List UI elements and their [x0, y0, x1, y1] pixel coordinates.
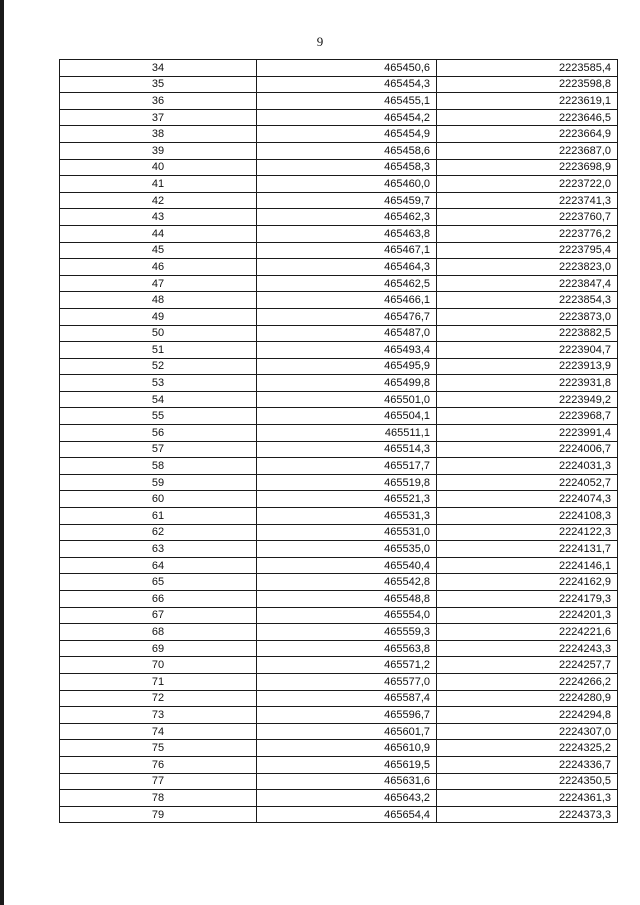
point-number-cell: 35	[60, 76, 257, 93]
point-number-cell: 45	[60, 242, 257, 259]
x-coordinate-cell: 465455,1	[257, 93, 437, 110]
x-coordinate-cell: 465487,0	[257, 325, 437, 342]
point-number-cell: 79	[60, 806, 257, 823]
x-coordinate-cell: 465654,4	[257, 806, 437, 823]
point-number-cell: 48	[60, 292, 257, 309]
x-coordinate-cell: 465462,5	[257, 275, 437, 292]
x-coordinate-cell: 465454,3	[257, 76, 437, 93]
point-number-cell: 75	[60, 740, 257, 757]
y-coordinate-cell: 2223664,9	[437, 126, 618, 143]
y-coordinate-cell: 2223619,1	[437, 93, 618, 110]
x-coordinate-cell: 465454,2	[257, 109, 437, 126]
y-coordinate-cell: 2223873,0	[437, 308, 618, 325]
table-row	[60, 76, 618, 93]
y-coordinate-cell: 2224122,3	[437, 524, 618, 541]
table-row	[60, 325, 618, 342]
y-coordinate-cell: 2223854,3	[437, 292, 618, 309]
point-number-cell: 60	[60, 491, 257, 508]
x-coordinate-cell: 465596,7	[257, 707, 437, 724]
y-coordinate-cell: 2224074,3	[437, 491, 618, 508]
point-number-cell: 52	[60, 358, 257, 375]
x-coordinate-cell: 465450,6	[257, 60, 437, 77]
y-coordinate-cell: 2223968,7	[437, 408, 618, 425]
table-row	[60, 790, 618, 807]
point-number-cell: 40	[60, 159, 257, 176]
table-row	[60, 524, 618, 541]
table-row	[60, 292, 618, 309]
point-number-cell: 42	[60, 192, 257, 209]
y-coordinate-cell: 2223646,5	[437, 109, 618, 126]
point-number-cell: 53	[60, 375, 257, 392]
point-number-cell: 61	[60, 508, 257, 525]
y-coordinate-cell: 2224179,3	[437, 591, 618, 608]
table-row	[60, 308, 618, 325]
point-number-cell: 58	[60, 458, 257, 475]
table-row	[60, 591, 618, 608]
x-coordinate-cell: 465531,0	[257, 524, 437, 541]
y-coordinate-cell: 2223882,5	[437, 325, 618, 342]
y-coordinate-cell: 2223949,2	[437, 391, 618, 408]
table-row	[60, 474, 618, 491]
x-coordinate-cell: 465631,6	[257, 773, 437, 790]
x-coordinate-cell: 465460,0	[257, 176, 437, 193]
x-coordinate-cell: 465542,8	[257, 574, 437, 591]
x-coordinate-cell: 465463,8	[257, 225, 437, 242]
point-number-cell: 67	[60, 607, 257, 624]
y-coordinate-cell: 2224052,7	[437, 474, 618, 491]
y-coordinate-cell: 2224108,3	[437, 508, 618, 525]
point-number-cell: 66	[60, 591, 257, 608]
table-row	[60, 607, 618, 624]
table-row	[60, 707, 618, 724]
x-coordinate-cell: 465517,7	[257, 458, 437, 475]
table-row	[60, 242, 618, 259]
x-coordinate-cell: 465610,9	[257, 740, 437, 757]
point-number-cell: 56	[60, 425, 257, 442]
table-row	[60, 408, 618, 425]
table-row	[60, 391, 618, 408]
table-row	[60, 740, 618, 757]
x-coordinate-cell: 465458,6	[257, 142, 437, 159]
table-row	[60, 358, 618, 375]
point-number-cell: 46	[60, 259, 257, 276]
x-coordinate-cell: 465571,2	[257, 657, 437, 674]
point-number-cell: 34	[60, 60, 257, 77]
table-row	[60, 225, 618, 242]
x-coordinate-cell: 465462,3	[257, 209, 437, 226]
table-row	[60, 275, 618, 292]
table-row	[60, 657, 618, 674]
point-number-cell: 70	[60, 657, 257, 674]
point-number-cell: 74	[60, 723, 257, 740]
table-row	[60, 176, 618, 193]
y-coordinate-cell: 2224031,3	[437, 458, 618, 475]
point-number-cell: 64	[60, 557, 257, 574]
x-coordinate-cell: 465563,8	[257, 640, 437, 657]
y-coordinate-cell: 2223913,9	[437, 358, 618, 375]
y-coordinate-cell: 2224146,1	[437, 557, 618, 574]
point-number-cell: 59	[60, 474, 257, 491]
point-number-cell: 43	[60, 209, 257, 226]
x-coordinate-cell: 465587,4	[257, 690, 437, 707]
y-coordinate-cell: 2224336,7	[437, 756, 618, 773]
y-coordinate-cell: 2224006,7	[437, 441, 618, 458]
point-number-cell: 63	[60, 541, 257, 558]
table-row	[60, 640, 618, 657]
x-coordinate-cell: 465464,3	[257, 259, 437, 276]
point-number-cell: 78	[60, 790, 257, 807]
table-row	[60, 342, 618, 359]
table-row	[60, 806, 618, 823]
y-coordinate-cell: 2224294,8	[437, 707, 618, 724]
point-number-cell: 73	[60, 707, 257, 724]
y-coordinate-cell: 2223598,8	[437, 76, 618, 93]
point-number-cell: 71	[60, 673, 257, 690]
point-number-cell: 38	[60, 126, 257, 143]
y-coordinate-cell: 2224221,6	[437, 624, 618, 641]
page-left-edge	[0, 0, 4, 905]
y-coordinate-cell: 2224162,9	[437, 574, 618, 591]
point-number-cell: 68	[60, 624, 257, 641]
point-number-cell: 51	[60, 342, 257, 359]
y-coordinate-cell: 2224373,3	[437, 806, 618, 823]
point-number-cell: 55	[60, 408, 257, 425]
point-number-cell: 65	[60, 574, 257, 591]
table-row	[60, 109, 618, 126]
table-row	[60, 375, 618, 392]
table-row	[60, 690, 618, 707]
point-number-cell: 62	[60, 524, 257, 541]
point-number-cell: 57	[60, 441, 257, 458]
table-row	[60, 159, 618, 176]
x-coordinate-cell: 465559,3	[257, 624, 437, 641]
x-coordinate-cell: 465535,0	[257, 541, 437, 558]
table-row	[60, 723, 618, 740]
y-coordinate-cell: 2223991,4	[437, 425, 618, 442]
x-coordinate-cell: 465577,0	[257, 673, 437, 690]
table-row	[60, 458, 618, 475]
point-number-cell: 50	[60, 325, 257, 342]
point-number-cell: 77	[60, 773, 257, 790]
table-row	[60, 441, 618, 458]
y-coordinate-cell: 2223698,9	[437, 159, 618, 176]
y-coordinate-cell: 2224361,3	[437, 790, 618, 807]
table-row	[60, 756, 618, 773]
table-row	[60, 209, 618, 226]
point-number-cell: 41	[60, 176, 257, 193]
y-coordinate-cell: 2223823,0	[437, 259, 618, 276]
x-coordinate-cell: 465504,1	[257, 408, 437, 425]
y-coordinate-cell: 2223687,0	[437, 142, 618, 159]
y-coordinate-cell: 2223585,4	[437, 60, 618, 77]
x-coordinate-cell: 465514,3	[257, 441, 437, 458]
y-coordinate-cell: 2223847,4	[437, 275, 618, 292]
x-coordinate-cell: 465521,3	[257, 491, 437, 508]
x-coordinate-cell: 465519,8	[257, 474, 437, 491]
table-row	[60, 574, 618, 591]
x-coordinate-cell: 465554,0	[257, 607, 437, 624]
y-coordinate-cell: 2224307,0	[437, 723, 618, 740]
table-row	[60, 259, 618, 276]
x-coordinate-cell: 465458,3	[257, 159, 437, 176]
x-coordinate-cell: 465454,9	[257, 126, 437, 143]
x-coordinate-cell: 465499,8	[257, 375, 437, 392]
point-number-cell: 44	[60, 225, 257, 242]
table-row	[60, 126, 618, 143]
y-coordinate-cell: 2223795,4	[437, 242, 618, 259]
point-number-cell: 69	[60, 640, 257, 657]
y-coordinate-cell: 2224243,3	[437, 640, 618, 657]
y-coordinate-cell: 2224350,5	[437, 773, 618, 790]
point-number-cell: 72	[60, 690, 257, 707]
x-coordinate-cell: 465501,0	[257, 391, 437, 408]
coordinates-table-body	[60, 60, 618, 823]
point-number-cell: 36	[60, 93, 257, 110]
y-coordinate-cell: 2223741,3	[437, 192, 618, 209]
x-coordinate-cell: 465643,2	[257, 790, 437, 807]
point-number-cell: 54	[60, 391, 257, 408]
x-coordinate-cell: 465531,3	[257, 508, 437, 525]
table-row	[60, 491, 618, 508]
point-number-cell: 76	[60, 756, 257, 773]
x-coordinate-cell: 465540,4	[257, 557, 437, 574]
table-row	[60, 142, 618, 159]
y-coordinate-cell: 2224257,7	[437, 657, 618, 674]
x-coordinate-cell: 465466,1	[257, 292, 437, 309]
table-row	[60, 192, 618, 209]
coordinates-table	[59, 59, 618, 823]
x-coordinate-cell: 465619,5	[257, 756, 437, 773]
y-coordinate-cell: 2224280,9	[437, 690, 618, 707]
table-row	[60, 624, 618, 641]
table-row	[60, 425, 618, 442]
x-coordinate-cell: 465495,9	[257, 358, 437, 375]
point-number-cell: 39	[60, 142, 257, 159]
y-coordinate-cell: 2224266,2	[437, 673, 618, 690]
table-row	[60, 541, 618, 558]
point-number-cell: 47	[60, 275, 257, 292]
x-coordinate-cell: 465601,7	[257, 723, 437, 740]
y-coordinate-cell: 2223776,2	[437, 225, 618, 242]
y-coordinate-cell: 2223722,0	[437, 176, 618, 193]
table-row	[60, 60, 618, 77]
x-coordinate-cell: 465548,8	[257, 591, 437, 608]
y-coordinate-cell: 2224201,3	[437, 607, 618, 624]
y-coordinate-cell: 2223904,7	[437, 342, 618, 359]
table-row	[60, 773, 618, 790]
point-number-cell: 37	[60, 109, 257, 126]
y-coordinate-cell: 2224131,7	[437, 541, 618, 558]
y-coordinate-cell: 2224325,2	[437, 740, 618, 757]
point-number-cell: 49	[60, 308, 257, 325]
x-coordinate-cell: 465467,1	[257, 242, 437, 259]
y-coordinate-cell: 2223760,7	[437, 209, 618, 226]
y-coordinate-cell: 2223931,8	[437, 375, 618, 392]
x-coordinate-cell: 465511,1	[257, 425, 437, 442]
x-coordinate-cell: 465459,7	[257, 192, 437, 209]
table-row	[60, 557, 618, 574]
x-coordinate-cell: 465493,4	[257, 342, 437, 359]
table-row	[60, 508, 618, 525]
page-number: 9	[316, 34, 324, 49]
x-coordinate-cell: 465476,7	[257, 308, 437, 325]
table-row	[60, 673, 618, 690]
table-row	[60, 93, 618, 110]
